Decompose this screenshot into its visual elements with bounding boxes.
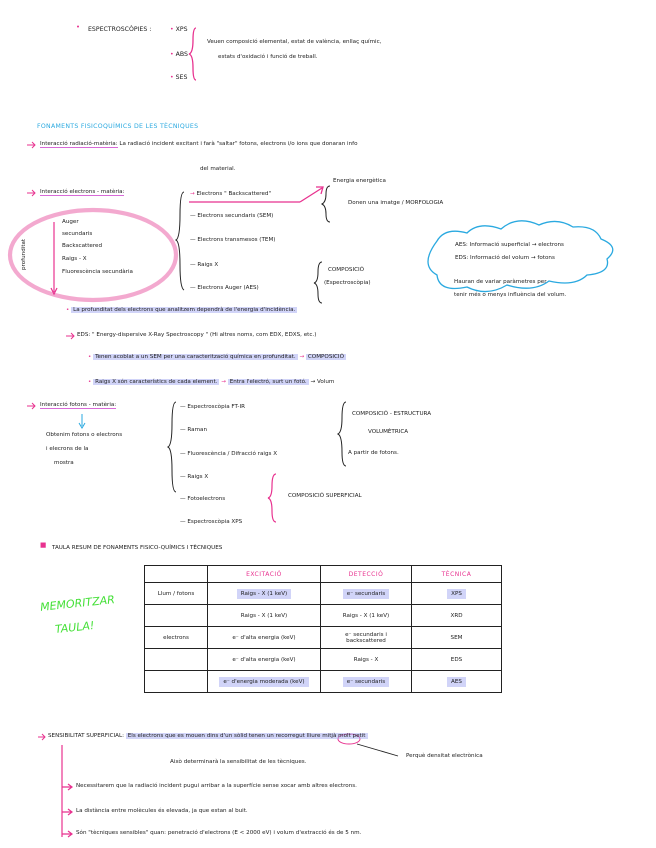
- cloud-line-1: AES: Informació superficial → electrons: [455, 242, 564, 248]
- table-cell: Llum / fotons: [145, 583, 208, 605]
- sensibilitat-bullet: Són "tècniques sensibles" quan: penetració d'electrons (E < 2000 eV) i volum d'extracció és de 5 nm.: [76, 830, 362, 836]
- electrons-label: Interacció electrons - matèria:: [40, 189, 125, 195]
- fotons-composicio-2: VOLUMÈTRICA: [368, 429, 409, 435]
- cloud-note-1: Hauran de variar paràmetres per: [454, 279, 547, 285]
- circle-item: Backscattered: [62, 243, 102, 249]
- sensibilitat-line: SENSIBILITAT SUPERFICIAL: Els electrons que es mouen dins d'un sòlid tenen un recorregut lliure mitjà molt petit: [48, 733, 366, 739]
- table-cell: e⁻ d'alta energia (keV): [208, 649, 321, 671]
- cloud-note-2: tenir més o menys influència del volum.: [454, 292, 567, 298]
- image-note: Donen una imatge / MORFOLOGIA: [348, 200, 444, 206]
- energy-note: Energia energètica: [333, 178, 386, 184]
- radiacio-line-2: del material.: [200, 166, 236, 172]
- bullet-dot: •: [76, 23, 81, 31]
- section-title-fonaments: FONAMENTS FISICOQUÍMICS DE LES TÈCNIQUES: [37, 123, 199, 130]
- circle-highlight: [10, 210, 176, 300]
- table-row: [145, 649, 502, 671]
- memoritzar-2: TAULA!: [54, 618, 95, 637]
- table-cell: XPS: [412, 583, 502, 605]
- summary-table: [144, 565, 502, 693]
- espectroscopia-item: • ABS: [170, 51, 188, 58]
- electro-item: → Electrons " Backscattered": [190, 191, 272, 197]
- table-row: [145, 627, 502, 649]
- fotons-side-1: Obtenim fotons o electrons: [46, 432, 123, 438]
- fotons-side-2: i elecrons de la: [46, 446, 89, 452]
- fotons-a-partir: A partir de fotons.: [348, 450, 399, 456]
- table-cell: XRD: [412, 605, 502, 627]
- circle-item: Fluorescència secundària: [62, 269, 133, 275]
- circle-item: secundaris: [62, 231, 93, 237]
- espectroscopia-item: • SES: [170, 74, 188, 81]
- profunditat-line: • La profunditat dels electrons que analitzem dependrà de l'energia d'incidència.: [66, 307, 296, 313]
- fotons-label: Interacció fotons - matèria:: [40, 402, 117, 408]
- electro-item: — Electrons Auger (AES): [190, 285, 259, 291]
- table-header-cell: TÈCNICA: [412, 566, 502, 583]
- table-cell: Raigs - X: [321, 649, 412, 671]
- radiacio-line: Interacció radiació-matèria: La radiació incident excitant i farà "saltar" fotons, electrons i/o ions que donaran info: [40, 141, 358, 147]
- table-cell: Raigs - X (1 keV): [208, 605, 321, 627]
- table-header-cell: EXCITACIÓ: [208, 566, 321, 583]
- table-cell: e⁻ secundaris: [321, 583, 412, 605]
- electro-item: — Electrons transmesos (TEM): [190, 237, 276, 243]
- espectroscopies-desc-1: Veuen composició elemental, estat de valència, enllaç químic,: [207, 39, 382, 45]
- fotons-item: — Fluorescència / Difracció raigs X: [180, 451, 278, 457]
- fotons-item: — Espectroscòpia XPS: [180, 519, 243, 525]
- eds-bullet-2: • Raigs X són característics de cada element. → Entra l'electró, surt un fotó. → Volum: [88, 379, 335, 385]
- fotons-item: — Raigs X: [180, 474, 209, 480]
- table-cell: e⁻ d'energia moderada (keV): [208, 671, 321, 693]
- table-row: [145, 605, 502, 627]
- sensibilitat-bullet: Necessitarem que la radiació incident pugui arribar a la superfície sense xocar amb altres electrons.: [76, 783, 357, 789]
- table-header-row: [145, 566, 502, 583]
- table-cell: AES: [412, 671, 502, 693]
- sensibilitat-note: Perquè densitat electrònica: [406, 753, 483, 759]
- table-cell: electrons: [145, 627, 208, 649]
- fotons-item: — Fotoelectrons: [180, 496, 226, 502]
- fotons-composicio-1: COMPOSICIÓ - ESTRUCTURA: [352, 411, 432, 417]
- fotons-item: — Raman: [180, 427, 207, 433]
- sensibilitat-bullet: La distància entre molècules és elevada, ja que estan al buit.: [76, 808, 248, 814]
- bullet-square: ■: [40, 541, 47, 549]
- table-cell: [145, 649, 208, 671]
- electro-item: — Raigs X: [190, 262, 219, 268]
- electro-item: — Electrons secundaris (SEM): [190, 213, 274, 219]
- taula-title: TAULA RESUM DE FONAMENTS FISICO-QUÍMICS I TÈCNIQUES: [52, 545, 223, 551]
- eds-label: EDS: " Energy-dispersive X-Ray Spectroscopy " (Hi altres noms, com EDX, EDXS, etc.): [77, 332, 317, 338]
- espectroscopies-label: ESPECTROSCÒPIES :: [88, 26, 152, 33]
- table-header-cell: [145, 566, 208, 583]
- circle-item: Raigs - X: [62, 256, 87, 262]
- espectroscopies-desc-2: estats d'oxidació i funció de treball.: [218, 54, 318, 60]
- circle-side-label: profunditat: [21, 238, 27, 270]
- cloud-line-2: EDS: Informació del volum → fotons: [455, 255, 555, 261]
- composicio-note: COMPOSICIÓ: [328, 267, 365, 273]
- circle-item: Auger: [62, 219, 79, 225]
- table-cell: [145, 605, 208, 627]
- table-cell: Raigs - X (1 keV): [321, 605, 412, 627]
- fotons-side-3: mostra: [54, 460, 74, 466]
- table-row: [145, 583, 502, 605]
- composicio-sub: (Espectroscòpia): [324, 280, 371, 286]
- table-cell: e⁻ secundaris i backscattered: [321, 627, 412, 649]
- sensibilitat-line-2: Això determinarà la sensibilitat de les tècniques.: [170, 759, 307, 765]
- table-cell: [145, 671, 208, 693]
- fotons-superficial: COMPOSICIÓ SUPERFICIAL: [288, 493, 362, 499]
- fotons-item: — Espectroscòpia FT-IR: [180, 404, 245, 410]
- eds-bullet-1: • Tenen acoblat a un SEM per una caracterització química en profunditat. → COMPOSICIÓ: [88, 354, 344, 360]
- espectroscopia-item: • XPS: [170, 26, 188, 33]
- brace-espectroscopies: [189, 28, 196, 80]
- table-cell: e⁻ d'alta energia (keV): [208, 627, 321, 649]
- memoritzar-1: MEMORITZAR: [39, 593, 116, 614]
- table-row: [145, 671, 502, 693]
- table-cell: e⁻ secundaris: [321, 671, 412, 693]
- table-cell: SEM: [412, 627, 502, 649]
- table-cell: Raigs - X (1 keV): [208, 583, 321, 605]
- table-header-cell: DETECCIÓ: [321, 566, 412, 583]
- table-cell: EDS: [412, 649, 502, 671]
